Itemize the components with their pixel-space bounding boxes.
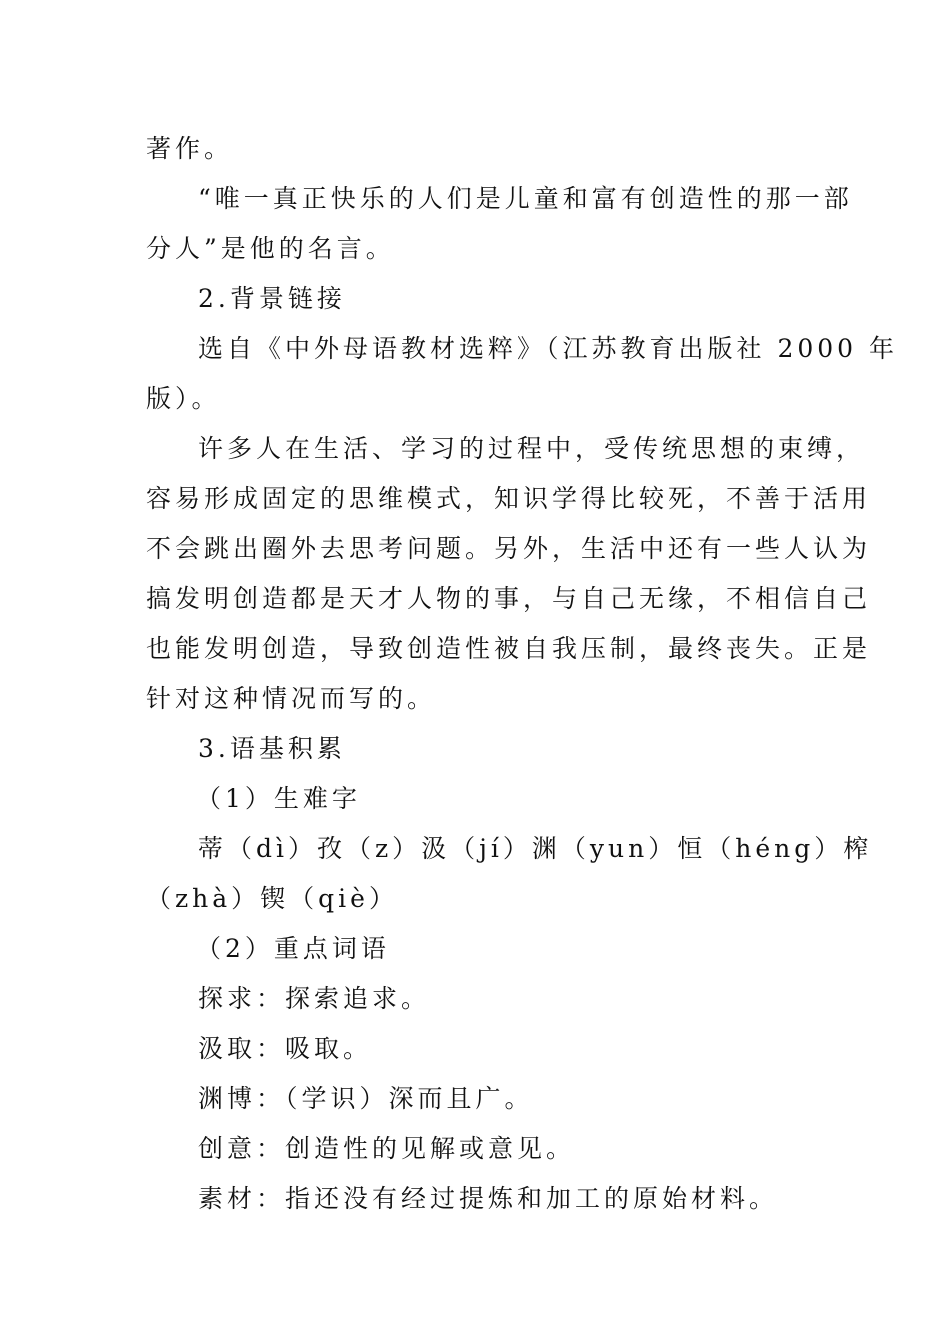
section-heading-vocabulary (146, 724, 806, 774)
paragraph-source (146, 324, 899, 424)
text-line: 3.语基积累 (198, 734, 346, 763)
paragraph-quote (146, 174, 853, 274)
document-body (146, 124, 899, 1224)
text-line: （zhà）锲（qiè） (146, 884, 398, 913)
text-line: 许多人在生活、学习的过程中，受传统思想的束缚， (198, 434, 866, 463)
text-line: 版）。 (146, 384, 221, 413)
subheading-key-words (146, 924, 806, 974)
text-line: （2）重点词语 (196, 934, 390, 963)
paragraph-pinyin (146, 824, 873, 924)
section-heading-background (146, 274, 806, 324)
text-line: 2.背景链接 (198, 284, 346, 313)
text-line: 不会跳出圈外去思考问题。另外，生活中还有一些人认为 (146, 534, 872, 563)
text-line: 汲取：吸取。 (198, 1034, 373, 1063)
text-line: 针对这种情况而写的。 (146, 684, 437, 713)
text-line: 渊博：（学识）深而且广。 (198, 1084, 534, 1113)
text-line: 分人”是他的名言。 (146, 234, 395, 263)
paragraph-background-body (146, 424, 872, 724)
definition-chuangyi (146, 1124, 806, 1174)
paragraph-zhuzuo (146, 124, 806, 174)
definition-jiqu (146, 1024, 806, 1074)
text-line: 蒂（dì）孜（z）汲（jí）渊（yun）恒（héng）榨 (198, 834, 873, 863)
definition-sucai (146, 1174, 806, 1224)
text-line: 搞发明创造都是天才人物的事，与自己无缘，不相信自己 (146, 584, 872, 613)
text-line: 素材：指还没有经过提炼和加工的原始材料。 (198, 1184, 779, 1213)
text-line: 也能发明创造，导致创造性被自我压制，最终丧失。正是 (146, 634, 872, 663)
text-line: 容易形成固定的思维模式，知识学得比较死，不善于活用 (146, 484, 872, 513)
text-line: 探求：探索追求。 (198, 984, 431, 1013)
subheading-difficult-characters (146, 774, 806, 824)
text-line: 选自《中外母语教材选粹》（江苏教育出版社 2000 年 (198, 334, 899, 363)
text-line: 著作。 (146, 134, 234, 163)
text-line: 创意：创造性的见解或意见。 (198, 1134, 576, 1163)
text-line: （1）生难字 (196, 784, 361, 813)
definition-yuanbo (146, 1074, 806, 1124)
text-line: “唯一真正快乐的人们是儿童和富有创造性的那一部 (198, 184, 853, 213)
definition-tanqiu (146, 974, 806, 1024)
